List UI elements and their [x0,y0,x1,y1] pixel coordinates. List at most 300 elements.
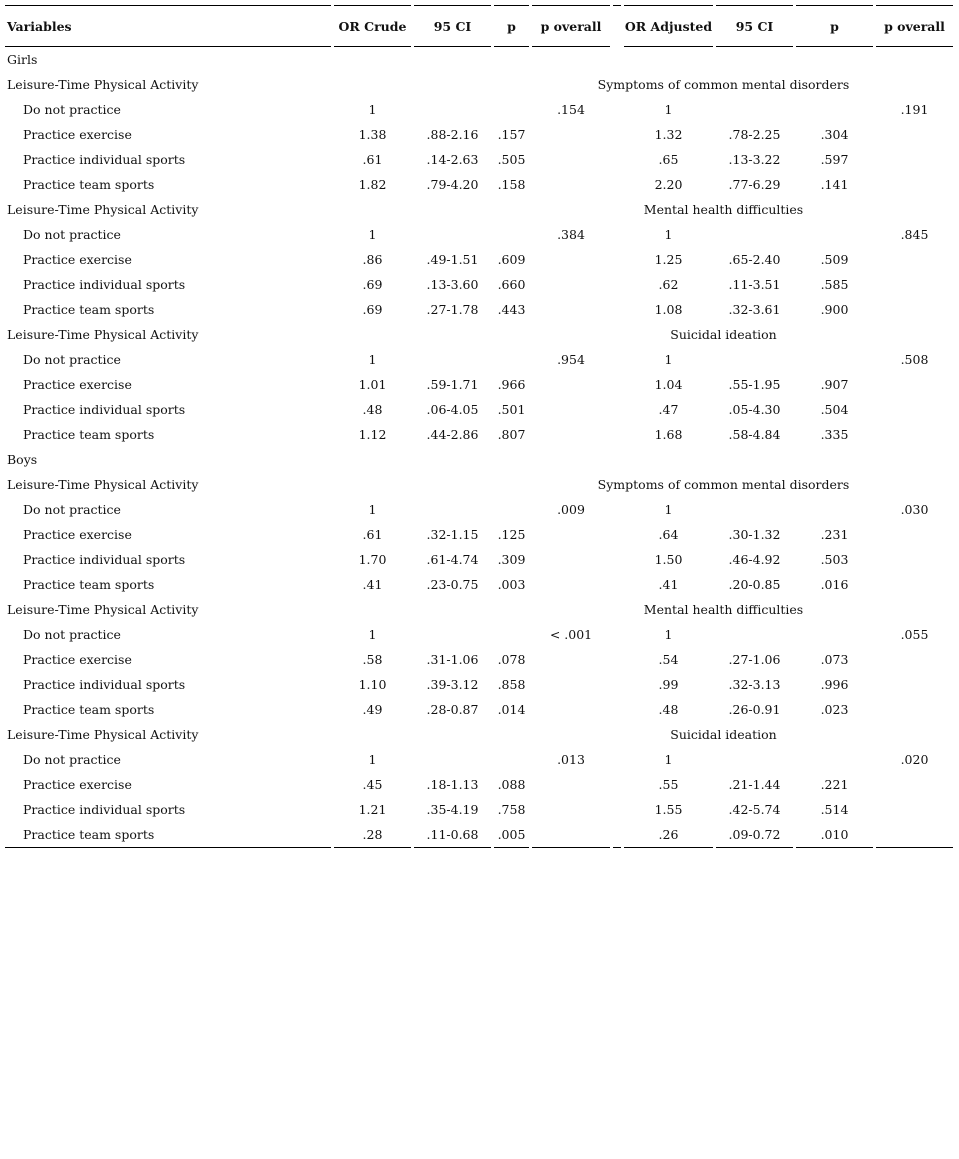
table-row [5,622,953,647]
gap-cell [613,797,621,822]
p-crude-cell: .014 [497,702,526,717]
outcome-label: Suicidal ideation [670,727,777,742]
p-crude-cell: .505 [497,152,526,167]
row-label: Practice individual sports [23,552,186,567]
p-overall-adjusted-cell [876,772,953,797]
p-adjusted-cell: .900 [820,302,849,317]
table-row [5,572,953,597]
p-adjusted-cell: .996 [820,677,849,692]
row-label: Practice exercise [23,127,132,142]
p-overall-adjusted-cell: .191 [900,102,929,117]
or-crude-cell: 1 [368,227,377,242]
gap-cell [613,372,621,397]
ci-crude-cell: .61-4.74 [426,552,479,567]
p-adjusted-cell [796,97,873,122]
or-adjusted-cell: 1.25 [654,252,683,267]
gap-cell [613,122,621,147]
ci-adjusted-cell: .05-4.30 [728,402,781,417]
outcome-label: Symptoms of common mental disorders [597,477,850,492]
p-overall-crude-cell [532,297,610,322]
gap-cell [613,822,621,848]
p-adjusted-cell: .016 [820,577,849,592]
p-crude-cell [494,347,529,372]
or-adjusted-cell: 1 [664,502,673,517]
or-adjusted-cell: 1 [664,102,673,117]
outcome-label: Symptoms of common mental disorders [597,77,850,92]
table-row [5,197,953,222]
row-label: Do not practice [23,627,121,642]
p-overall-crude-cell [532,822,610,848]
p-overall-crude-cell [532,672,610,697]
or-crude-cell: .69 [362,302,383,317]
or-adjusted-cell: 1.68 [654,427,683,442]
p-adjusted-cell: .023 [820,702,849,717]
ci-adjusted-cell: .27-1.06 [728,652,781,667]
header-gap [613,5,621,47]
table-row [5,772,953,797]
row-label: Practice individual sports [23,152,186,167]
ci-adjusted-cell: .65-2.40 [728,252,781,267]
header-or-crude: OR Crude [334,5,411,47]
p-crude-cell [494,622,529,647]
p-crude-cell: .125 [497,527,526,542]
p-overall-adjusted-cell: .055 [900,627,929,642]
or-adjusted-cell: 1.04 [654,377,683,392]
gap-cell [613,697,621,722]
ci-crude-cell [414,222,491,247]
table-row [5,222,953,247]
ci-adjusted-cell: .09-0.72 [716,822,793,848]
row-label: Practice team sports [23,577,155,592]
row-label: Practice team sports [23,302,155,317]
gap-cell [613,147,621,172]
p-overall-crude-cell [532,647,610,672]
row-label: Do not practice [23,102,121,117]
table-row [5,747,953,772]
table-row [5,697,953,722]
p-adjusted-cell: .509 [820,252,849,267]
ci-crude-cell: .59-1.71 [426,377,479,392]
table-row [5,172,953,197]
p-adjusted-cell [796,622,873,647]
p-overall-adjusted-cell [876,547,953,572]
table-row [5,72,953,97]
or-adjusted-cell: 1.32 [654,127,683,142]
or-adjusted-cell: 1.08 [654,302,683,317]
or-adjusted-cell: 1 [664,627,673,642]
or-crude-cell: .61 [362,152,383,167]
table-row [5,422,953,447]
group-label: Girls [7,52,38,67]
p-crude-cell: .157 [497,127,526,142]
outcome-label: Mental health difficulties [643,202,804,217]
or-adjusted-cell: 2.20 [654,177,683,192]
section-label: Leisure-Time Physical Activity [7,327,199,342]
p-overall-adjusted-cell [876,172,953,197]
table-row [5,472,953,497]
or-crude-cell: .28 [334,822,411,848]
or-adjusted-cell: 1 [664,752,673,767]
header-ci-adjusted: 95 CI [716,5,793,47]
gap-cell [613,747,621,772]
ci-crude-cell: .11-0.68 [414,822,491,848]
table-row [5,822,953,848]
ci-adjusted-cell: .78-2.25 [728,127,781,142]
row-label: Practice individual sports [23,402,186,417]
or-adjusted-cell: .65 [658,152,679,167]
empty-cell [334,472,491,497]
p-crude-cell: .443 [497,302,526,317]
results-table [2,5,956,848]
ci-crude-cell [414,622,491,647]
header-p-overall-adjusted: p overall [876,5,953,47]
table-row [5,547,953,572]
row-label: Practice exercise [23,527,132,542]
p-overall-adjusted-cell: .508 [900,352,929,367]
p-adjusted-cell: .141 [820,177,849,192]
row-label: Do not practice [23,352,121,367]
row-label: Practice team sports [23,702,155,717]
p-adjusted-cell: .231 [820,527,849,542]
p-adjusted-cell [796,747,873,772]
table-row [5,522,953,547]
p-overall-adjusted-cell [876,797,953,822]
table-row [5,647,953,672]
table-row [5,672,953,697]
row-label: Do not practice [23,227,121,242]
p-adjusted-cell: .221 [820,777,849,792]
or-crude-cell: .86 [362,252,383,267]
header-ci-crude: 95 CI [414,5,491,47]
p-adjusted-cell: .073 [820,652,849,667]
p-overall-crude-cell [532,697,610,722]
p-overall-adjusted-cell [876,647,953,672]
p-overall-crude-cell [532,172,610,197]
p-overall-crude-cell: .384 [557,227,585,242]
or-adjusted-cell: .48 [658,702,679,717]
p-crude-cell: .005 [494,822,529,848]
p-overall-crude-cell: .154 [557,102,585,117]
or-crude-cell: .69 [362,277,383,292]
p-crude-cell [494,97,529,122]
header-p-crude: p [494,5,529,47]
p-overall-adjusted-cell [876,397,953,422]
or-crude-cell: 1 [368,352,377,367]
or-adjusted-cell: .41 [658,577,679,592]
ci-adjusted-cell: .55-1.95 [728,377,781,392]
ci-crude-cell: .18-1.13 [426,777,479,792]
empty-cell [334,597,491,622]
ci-adjusted-cell: .13-3.22 [728,152,781,167]
row-label: Practice individual sports [23,277,186,292]
ci-crude-cell: .06-4.05 [426,402,479,417]
ci-crude-cell: .44-2.86 [426,427,479,442]
table-row [5,447,953,472]
ci-crude-cell [414,497,491,522]
or-adjusted-cell: .47 [658,402,679,417]
p-overall-adjusted-cell [876,272,953,297]
table-row [5,597,953,622]
table-row [5,47,953,72]
p-overall-crude-cell: .009 [557,502,585,517]
section-label: Leisure-Time Physical Activity [7,77,199,92]
gap-cell [613,97,621,122]
gap-cell [613,397,621,422]
gap-cell [613,647,621,672]
p-crude-cell: .088 [497,777,526,792]
outcome-label: Suicidal ideation [670,327,777,342]
ci-crude-cell: .35-4.19 [426,802,479,817]
empty-cell [334,47,953,72]
row-label: Practice exercise [23,252,132,267]
p-overall-crude-cell [532,122,610,147]
row-label: Practice exercise [23,777,132,792]
table-row [5,397,953,422]
ci-adjusted-cell [716,622,793,647]
or-adjusted-cell: 1 [664,227,673,242]
p-crude-cell: .078 [497,652,526,667]
p-overall-adjusted-cell [876,147,953,172]
table-row [5,122,953,147]
row-label: Practice individual sports [23,677,186,692]
or-crude-cell: 1.70 [358,552,387,567]
or-adjusted-cell: .54 [658,652,679,667]
gap-cell [613,522,621,547]
p-overall-adjusted-cell [876,672,953,697]
row-label: Practice exercise [23,652,132,667]
gap-cell [613,172,621,197]
p-overall-crude-cell [532,147,610,172]
ci-crude-cell: .31-1.06 [426,652,479,667]
ci-adjusted-cell [716,222,793,247]
p-overall-adjusted-cell [876,697,953,722]
p-overall-adjusted-cell [876,522,953,547]
or-crude-cell: 1 [368,627,377,642]
or-crude-cell: 1.12 [358,427,387,442]
ci-crude-cell: .49-1.51 [426,252,479,267]
gap-cell [613,547,621,572]
ci-adjusted-cell: .46-4.92 [728,552,781,567]
or-crude-cell: 1.10 [358,677,387,692]
ci-adjusted-cell [716,97,793,122]
or-adjusted-cell: 1.50 [654,552,683,567]
gap-cell [613,497,621,522]
ci-crude-cell: .79-4.20 [426,177,479,192]
p-crude-cell: .807 [497,427,526,442]
p-adjusted-cell: .585 [820,277,849,292]
p-crude-cell [494,497,529,522]
p-adjusted-cell: .514 [820,802,849,817]
header-variables: Variables [5,5,331,47]
p-crude-cell: .609 [497,252,526,267]
p-overall-crude-cell [532,272,610,297]
p-crude-cell [494,222,529,247]
header-or-adjusted: OR Adjusted [624,5,713,47]
gap-cell [613,422,621,447]
or-adjusted-cell: .62 [658,277,679,292]
p-overall-crude-cell [532,797,610,822]
p-crude-cell: .966 [497,377,526,392]
ci-crude-cell: .27-1.78 [426,302,479,317]
or-crude-cell: 1.38 [358,127,387,142]
header-p-overall-crude: p overall [532,5,610,47]
p-overall-crude-cell [532,572,610,597]
p-crude-cell: .309 [497,552,526,567]
ci-adjusted-cell [716,497,793,522]
p-crude-cell: .758 [497,802,526,817]
gap-cell [613,772,621,797]
gap-cell [613,222,621,247]
p-overall-crude-cell [532,522,610,547]
p-crude-cell: .158 [497,177,526,192]
or-crude-cell: 1.21 [358,802,387,817]
table-row [5,322,953,347]
or-crude-cell: 1.82 [358,177,387,192]
p-overall-crude-cell: < .001 [549,627,593,642]
header-p-adjusted: p [796,5,873,47]
p-adjusted-cell [796,222,873,247]
table-row [5,347,953,372]
ci-crude-cell [414,347,491,372]
or-adjusted-cell: 1 [664,352,673,367]
empty-cell [334,72,491,97]
table-row [5,247,953,272]
ci-adjusted-cell: .42-5.74 [728,802,781,817]
p-crude-cell: .501 [497,402,526,417]
or-crude-cell: .61 [362,527,383,542]
empty-cell [334,197,491,222]
ci-crude-cell: .23-0.75 [426,577,479,592]
p-overall-adjusted-cell: .030 [900,502,929,517]
or-crude-cell: 1 [368,502,377,517]
gap-cell [613,247,621,272]
row-label: Do not practice [23,752,121,767]
table-row [5,97,953,122]
ci-crude-cell: .14-2.63 [426,152,479,167]
ci-crude-cell [414,97,491,122]
or-adjusted-cell: 1.55 [654,802,683,817]
p-adjusted-cell: .503 [820,552,849,567]
p-overall-adjusted-cell: .020 [900,752,929,767]
p-overall-adjusted-cell [876,372,953,397]
ci-crude-cell: .32-1.15 [426,527,479,542]
p-overall-adjusted-cell [876,422,953,447]
ci-adjusted-cell: .26-0.91 [728,702,781,717]
ci-adjusted-cell [716,747,793,772]
p-adjusted-cell: .304 [820,127,849,142]
p-crude-cell: .660 [497,277,526,292]
gap-cell [613,297,621,322]
p-overall-crude-cell [532,547,610,572]
gap-cell [613,272,621,297]
ci-adjusted-cell [716,347,793,372]
p-overall-adjusted-cell [876,247,953,272]
ci-adjusted-cell: .77-6.29 [728,177,781,192]
ci-crude-cell: .88-2.16 [426,127,479,142]
ci-adjusted-cell: .21-1.44 [728,777,781,792]
group-label: Boys [7,452,38,467]
table-row [5,147,953,172]
table-row [5,297,953,322]
row-label: Practice team sports [23,177,155,192]
p-overall-adjusted-cell [876,822,953,848]
empty-cell [334,322,491,347]
ci-adjusted-cell: .32-3.61 [728,302,781,317]
ci-crude-cell: .28-0.87 [426,702,479,717]
or-adjusted-cell: .99 [658,677,679,692]
row-label: Practice exercise [23,377,132,392]
p-crude-cell [494,747,529,772]
gap-cell [613,672,621,697]
ci-adjusted-cell: .32-3.13 [728,677,781,692]
or-crude-cell: .45 [362,777,383,792]
or-adjusted-cell: .64 [658,527,679,542]
p-overall-crude-cell [532,772,610,797]
table-row [5,797,953,822]
row-label: Practice team sports [23,427,155,442]
p-overall-crude-cell [532,372,610,397]
ci-adjusted-cell: .11-3.51 [728,277,781,292]
or-crude-cell: .58 [362,652,383,667]
or-crude-cell: .49 [362,702,383,717]
p-adjusted-cell [796,347,873,372]
p-adjusted-cell: .335 [820,427,849,442]
table-row [5,722,953,747]
p-overall-adjusted-cell [876,297,953,322]
table-row [5,372,953,397]
p-overall-crude-cell [532,247,610,272]
ci-crude-cell: .13-3.60 [426,277,479,292]
section-label: Leisure-Time Physical Activity [7,202,199,217]
p-adjusted-cell: .597 [820,152,849,167]
p-adjusted-cell: .010 [796,822,873,848]
gap-cell [613,572,621,597]
or-adjusted-cell: .26 [624,822,713,848]
p-adjusted-cell: .504 [820,402,849,417]
or-crude-cell: 1 [368,752,377,767]
or-crude-cell: 1.01 [358,377,387,392]
p-crude-cell: .003 [497,577,526,592]
row-label: Practice individual sports [23,802,186,817]
or-crude-cell: .48 [362,402,383,417]
ci-adjusted-cell: .58-4.84 [728,427,781,442]
row-label: Practice team sports [5,822,331,848]
ci-adjusted-cell: .30-1.32 [728,527,781,542]
p-adjusted-cell [796,497,873,522]
p-overall-crude-cell [532,422,610,447]
table-row [5,272,953,297]
section-label: Leisure-Time Physical Activity [7,602,199,617]
table-row [5,497,953,522]
empty-cell [334,722,491,747]
p-crude-cell: .858 [497,677,526,692]
p-overall-crude-cell [532,397,610,422]
gap-cell [613,347,621,372]
outcome-label: Mental health difficulties [643,602,804,617]
p-overall-adjusted-cell: .845 [900,227,929,242]
row-label: Do not practice [23,502,121,517]
section-label: Leisure-Time Physical Activity [7,477,199,492]
ci-crude-cell [414,747,491,772]
p-overall-crude-cell: .013 [557,752,585,767]
ci-crude-cell: .39-3.12 [426,677,479,692]
p-overall-crude-cell: .954 [557,352,585,367]
or-crude-cell: .41 [362,577,383,592]
header-row [5,5,953,47]
ci-adjusted-cell: .20-0.85 [728,577,781,592]
empty-cell [334,447,953,472]
p-overall-adjusted-cell [876,572,953,597]
